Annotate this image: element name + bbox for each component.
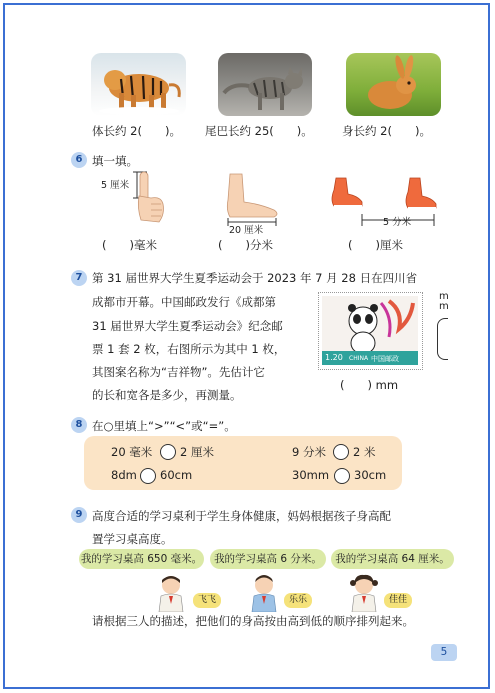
stamp-country: 中国邮政 [371,355,399,363]
compare-r1-left-b: 2 厘米 [180,445,214,459]
tiger-caption: 体长约 2( )。 [92,124,181,138]
question-8-number: 8 [71,417,87,433]
lele-avatar [246,574,282,612]
jiajia-name: 佳佳 [384,593,412,608]
cat-photo [218,53,312,116]
q7-line-5: 其图案名称为“吉祥物”。先估计它 [92,365,265,379]
step-length-label: 5 分米 [383,217,412,228]
q7-line-3: 31 届世界大学生夏季运动会》纪念邮 [92,319,283,333]
q9-text-line-1: 高度合适的学习桌利于学生身体健康，妈妈根据孩子身高配 [92,509,391,523]
blank-decimeter[interactable]: ( )分米 [218,238,273,252]
blank-millimeter[interactable]: ( )毫米 [102,238,157,252]
stamp-country-en: CHINA [349,355,369,362]
feifei-name: 飞飞 [193,593,221,608]
finger-length-label: 5 厘米 [101,180,130,191]
question-7-number: 7 [71,270,87,286]
stamp-width-unit: mm [439,291,449,312]
compare-circle-1[interactable] [160,444,176,460]
step-illustration [322,170,442,232]
question-6-number: 6 [71,152,87,168]
compare-r2-right-b: 30cm [354,468,387,482]
compare-circle-2[interactable] [333,444,349,460]
lele-name: 乐乐 [284,593,312,608]
compare-r1-right-a: 9 分米 [292,445,326,459]
compare-r2-left-a: 8dm [111,468,137,482]
compare-r1-right-b: 2 米 [353,445,376,459]
q7-line-1: 第 31 届世界大学生夏季运动会于 2023 年 7 月 28 日在四川省 [92,271,418,285]
stamp-denomination: 1.20 [325,353,343,362]
tiger-photo [91,53,186,116]
rabbit-caption: 身长约 2( )。 [342,124,431,138]
cat-caption: 尾巴长约 25( )。 [205,124,313,138]
question-9-number: 9 [71,507,87,523]
compare-circle-3[interactable] [140,468,156,484]
stamp-width-blank-open[interactable] [437,318,448,360]
blank-centimeter[interactable]: ( )厘米 [348,238,403,252]
stamp-length-blank[interactable]: ( ) mm [340,378,399,392]
q9-instruction: 请根据三人的描述，把他们的身高按由高到低的顺序排列起来。 [92,614,414,628]
question-6-title: 填一填。 [92,154,138,168]
q7-line-2: 成都市开幕。中国邮政发行《成都第 [92,295,276,309]
compare-circle-4[interactable] [334,468,350,484]
compare-r2-right-a: 30mm [292,468,330,482]
page-number: 5 [431,644,457,661]
compare-r1-left-a: 20 毫米 [111,445,153,459]
feifei-avatar [153,574,189,612]
lele-bubble: 我的学习桌高 6 分米。 [210,549,326,569]
feifei-bubble: 我的学习桌高 650 毫米。 [79,549,204,569]
jiajia-avatar [346,574,382,612]
q7-line-6: 的长和宽各是多少，再测量。 [92,388,242,402]
rabbit-photo [346,53,441,116]
foot-length-label: 20 厘米 [229,225,264,236]
question-8-title: 在○里填上“>”“<”或“=”。 [92,419,236,433]
compare-r2-left-b: 60cm [160,468,193,482]
q9-text-line-2: 置学习桌高度。 [92,532,173,546]
q7-line-4: 票 1 套 2 枚，右图所示为其中 1 枚， [92,342,286,356]
jiajia-bubble: 我的学习桌高 64 厘米。 [331,549,454,569]
commemorative-stamp [318,292,423,370]
